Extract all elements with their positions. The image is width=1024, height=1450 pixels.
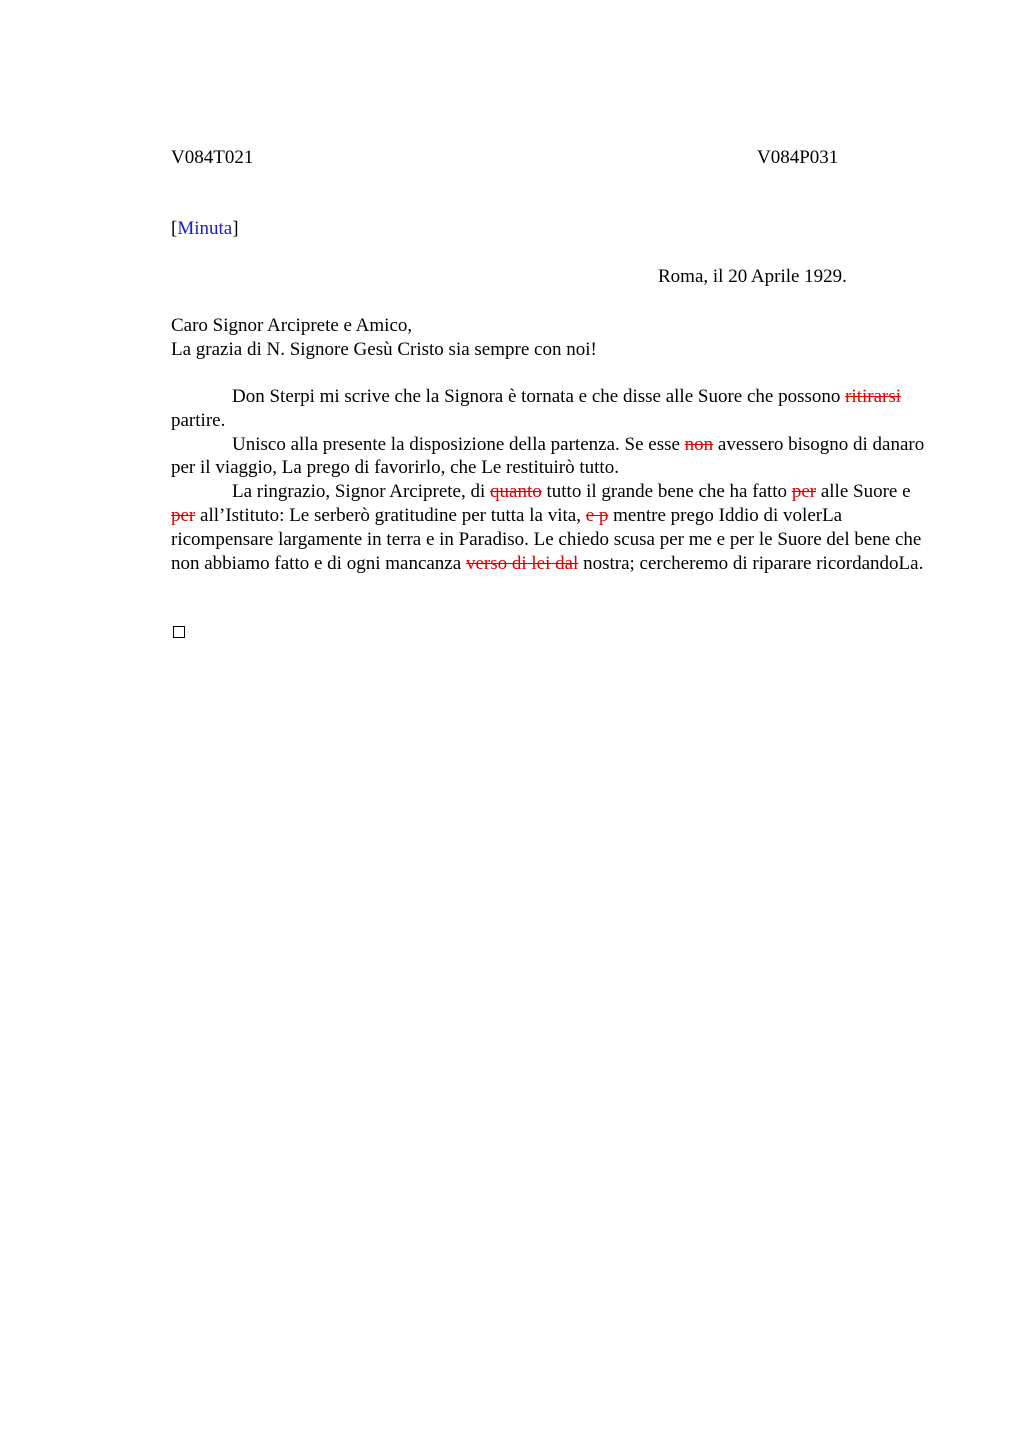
text-segment: alle Suore e xyxy=(816,481,911,503)
text-segment: Unisco alla presente la disposizione della partenza. Se esse xyxy=(232,433,685,455)
text-segment: all’Istituto: Le serberò gratitudine per tutta la vita, xyxy=(195,504,586,526)
minuta-label: Minuta xyxy=(177,218,233,239)
dateline: Roma, il 20 Aprile 1929. xyxy=(658,266,847,287)
letter-body xyxy=(171,385,931,575)
deleted-word: quanto xyxy=(490,481,542,503)
deleted-word: per xyxy=(791,481,817,503)
deleted-word: non xyxy=(684,433,714,455)
deleted-word: ritirarsi xyxy=(845,386,902,407)
deleted-word: per xyxy=(171,504,196,526)
text-segment: nostra; cercheremo di riparare ricordandoLa. xyxy=(578,552,924,574)
open-bracket: [ xyxy=(171,218,178,239)
paragraph-1 xyxy=(171,385,931,433)
salutation-line-1: Caro Signor Arciprete e Amico, xyxy=(171,315,413,336)
text-segment: Don Sterpi mi scrive che la Signora è tornata e che disse alle Suore che possono xyxy=(232,386,846,407)
paragraph-3 xyxy=(171,480,931,575)
deleted-word: e p xyxy=(585,504,609,526)
text-segment: tutto il grande bene che ha fatto xyxy=(541,481,792,503)
salutation xyxy=(171,314,931,362)
document-type-label xyxy=(171,218,239,240)
document-code-left: V084T021 xyxy=(171,147,254,168)
text-segment: La ringrazio, Signor Arciprete, di xyxy=(232,481,491,503)
text-segment: mentre prego Iddio di volerLa ricompensare largamente in terra e in Paradiso. Le chiedo scusa per me e per le Suore del bene che non abbiamo fatto e di ogni mancanza xyxy=(171,504,922,574)
salutation-line-2: La grazia di N. Signore Gesù Cristo sia sempre con noi! xyxy=(171,339,597,360)
close-bracket: ] xyxy=(232,218,239,239)
paragraph-2 xyxy=(171,433,931,481)
text-segment: avessero bisogno di danaro per il viaggio, La prego di favorirlo, che Le restituirò tutto. xyxy=(171,433,925,479)
deleted-word: verso di lei dal xyxy=(465,552,579,574)
text-segment: partire. xyxy=(171,409,226,431)
empty-square-icon xyxy=(173,626,185,638)
document-code-right: V084P031 xyxy=(757,147,839,168)
